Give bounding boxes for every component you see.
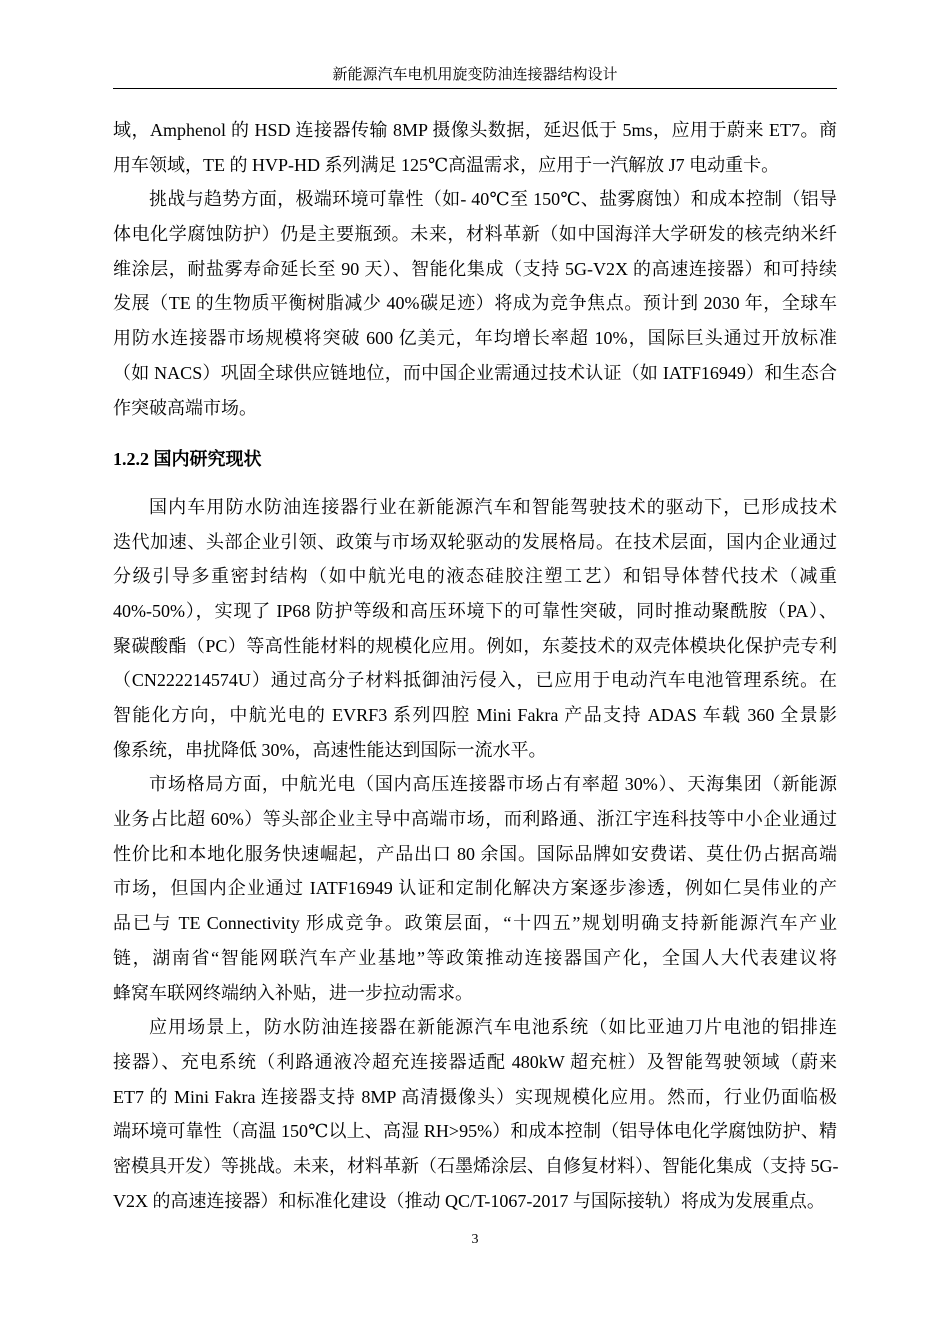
paragraph <box>113 113 837 182</box>
document-body <box>113 113 837 1218</box>
text-line: 智能化方向，中航光电的 EVRF3 系列四腔 Mini Fakra 产品支持 ADAS 车载 360 全景影 <box>113 705 837 725</box>
paragraphs-after <box>113 490 837 1218</box>
text-line: 像系统，串扰降低 30%，高速性能达到国际一流水平。 <box>113 739 547 760</box>
text-line: 应用场景上，防水防油连接器在新能源汽车电池系统（如比亚迪刀片电池的铝排连 <box>149 1017 837 1038</box>
text-line: （如 NACS）巩固全球供应链地位，而中国企业需通过技术认证（如 IATF16949）和生态合 <box>113 362 837 383</box>
section-heading: 1.2.2 国内研究现状 <box>113 449 262 470</box>
text-line: 接器）、充电系统（利路通液冷超充连接器适配 480kW 超充桩）及智能驾驶领域（蔚来 <box>113 1051 837 1072</box>
text-line: 品已与 TE Connectivity 形成竞争。政策层面，“十四五”规划明确支持新能源汽车产业 <box>113 913 837 934</box>
text-line: 国内车用防水防油连接器行业在新能源汽车和智能驾驶技术的驱动下，已形成技术 <box>149 496 837 517</box>
text-line: 迭代加速、头部企业引领、政策与市场双轮驱动的发展格局。在技术层面，国内企业通过 <box>113 531 837 552</box>
text-line: 维涂层，耐盐雾寿命延长至 90 天）、智能化集成（支持 5G-V2X 的高速连接器）和可持续 <box>113 258 837 279</box>
paragraph <box>113 182 837 425</box>
text-line: 密模具开发）等挑战。未来，材料革新（石墨烯涂层、自修复材料）、智能化集成（支持 5G- <box>113 1155 839 1176</box>
text-line: 聚碳酸酯（PC）等高性能材料的规模化应用。例如，东菱技术的双壳体模块化保护壳专利 <box>113 635 837 656</box>
text-line: 业务占比超 60%）等头部企业主导中高端市场，而利路通、浙江宇连科技等中小企业通过 <box>113 809 837 830</box>
text-line: 作突破高端市场。 <box>113 397 257 418</box>
text-line: ET7 的 Mini Fakra 连接器支持 8MP 高清摄像头）实现规模化应用。然而，行业仍面临极 <box>113 1086 837 1107</box>
text-line: 端环境可靠性（高温 150℃以上、高湿 RH>95%）和成本控制（铝导体电化学腐蚀防护、精 <box>113 1121 837 1142</box>
paragraph <box>113 1010 837 1218</box>
text-line: 40%-50%），实现了 IP68 防护等级和高压环境下的可靠性突破，同时推动聚酰胺（PA）、 <box>113 600 837 621</box>
text-line: 市场格局方面，中航光电（国内高压连接器市场占有率超 30%）、天海集团（新能源 <box>149 774 837 795</box>
text-line: （CN222214574U）通过高分子材料抵御油污侵入，已应用于电动汽车电池管理系统。在 <box>113 670 837 691</box>
header-rule <box>113 88 837 89</box>
text-line: 体电化学腐蚀防护）仍是主要瓶颈。未来，材料革新（如中国海洋大学研发的核壳纳米纤 <box>113 224 837 245</box>
text-line: 域，Amphenol 的 HSD 连接器传输 8MP 摄像头数据，延迟低于 5ms，应用于蔚来 ET7。商 <box>113 120 837 140</box>
text-line: 用车领域，TE 的 HVP-HD 系列满足 125℃高温需求，应用于一汽解放 J7 电动重卡。 <box>113 154 780 175</box>
text-line: 市场，但国内企业通过 IATF16949 认证和定制化解决方案逐步渗透，例如仁昊伟业的产 <box>113 878 837 899</box>
text-line: 分级引导多重密封结构（如中航光电的液态硅胶注塑工艺）和铝导体替代技术（减重 <box>113 566 837 587</box>
text-line: 蜂窝车联网终端纳入补贴，进一步拉动需求。 <box>113 982 473 1003</box>
paragraph <box>113 490 837 768</box>
text-line: 发展（TE 的生物质平衡树脂减少 40%碳足迹）将成为竞争焦点。预计到 2030 年，全球车 <box>113 293 837 314</box>
paragraph <box>113 767 837 1010</box>
page-number: 3 <box>471 1232 479 1247</box>
paragraphs-before <box>113 113 837 425</box>
text-line: 用防水连接器市场规模将突破 600 亿美元，年均增长率超 10%，国际巨头通过开放标准 <box>113 328 837 349</box>
text-line: 性价比和本地化服务快速崛起，产品出口 80 余国。国际品牌如安费诺、莫仕仍占据高端 <box>113 843 837 864</box>
text-line: V2X 的高速连接器）和标准化建设（推动 QC/T-1067-2017 与国际接轨）将成为发展重点。 <box>113 1190 825 1211</box>
text-line: 挑战与趋势方面，极端环境可靠性（如- 40℃至 150℃、盐雾腐蚀）和成本控制（铝导 <box>149 189 837 210</box>
text-line: 链，湖南省“智能网联汽车产业基地”等政策推动连接器国产化，全国人大代表建议将 <box>113 947 837 968</box>
running-header: 新能源汽车电机用旋变防油连接器结构设计 <box>332 67 618 83</box>
